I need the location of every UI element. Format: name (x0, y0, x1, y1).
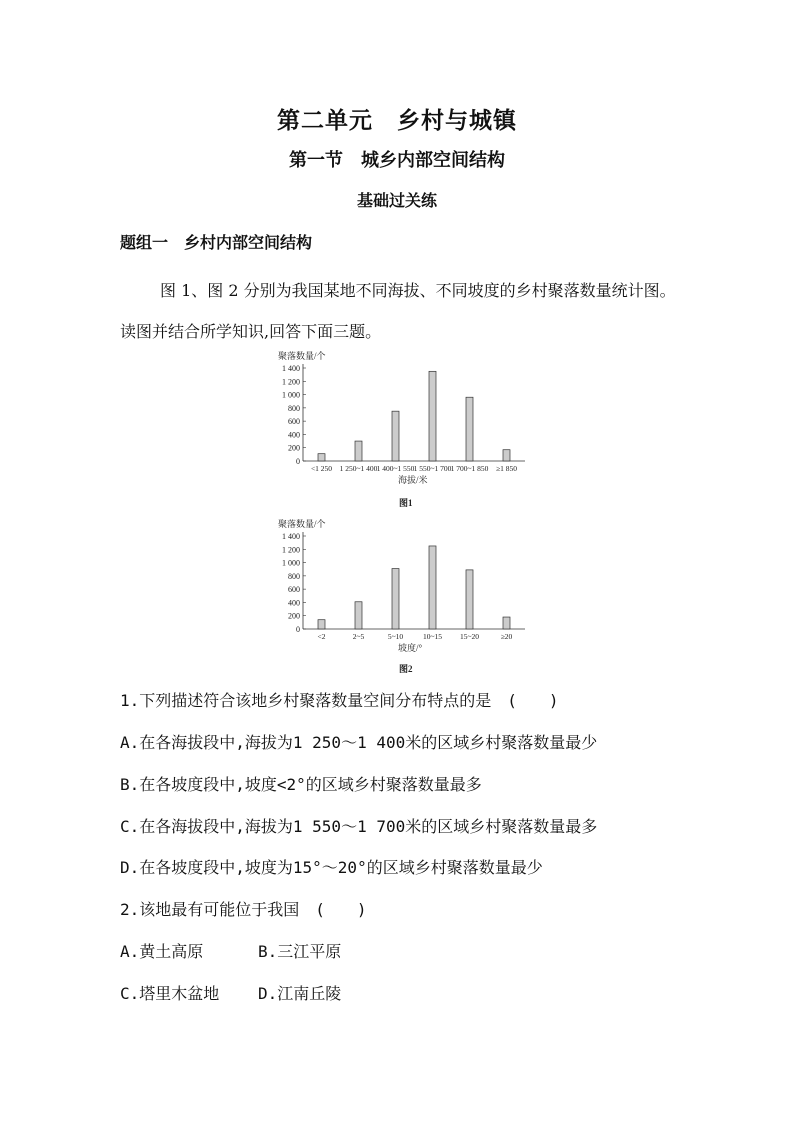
question-1-option-c: C.在各海拔段中,海拔为1 550～1 700米的区域乡村聚落数量最多 (120, 817, 598, 836)
bar (318, 620, 325, 629)
question-group-title: 题组一 乡村内部空间结构 (120, 233, 313, 252)
x-tick-label: 15~20 (459, 632, 480, 641)
chart-bars (318, 371, 510, 461)
y-tick-label: 200 (288, 443, 300, 453)
y-tick-label: 400 (288, 598, 300, 608)
question-1-option-a: A.在各海拔段中,海拔为1 250～1 400米的区域乡村聚落数量最少 (120, 733, 598, 752)
x-tick-label: 1 250~1 400 (339, 464, 378, 473)
x-tick-label: 1 400~1 550 (376, 464, 415, 473)
y-tick-label: 0 (296, 457, 300, 466)
y-tick-label: 1 400 (282, 364, 300, 373)
chart-altitude (270, 348, 530, 513)
question-2-option-b: B.三江平原 (258, 942, 342, 961)
y-tick-label: 1 000 (282, 558, 300, 568)
question-2-stem: 2.该地最有可能位于我国 ( ) (120, 900, 367, 919)
bar (466, 570, 473, 629)
y-tick-label: 1 200 (282, 545, 300, 555)
bar (355, 602, 362, 629)
y-tick-label: 600 (288, 585, 300, 595)
x-tick-label: ≥20 (500, 632, 513, 641)
question-2-option-a: A.黄土高原 (120, 942, 204, 961)
x-tick-label: 1 550~1 700 (413, 464, 452, 473)
bar (429, 546, 436, 629)
x-tick-label: 2~5 (352, 632, 365, 641)
bar (355, 441, 362, 461)
x-tick-label: <1 250 (310, 464, 333, 473)
chart-caption: 图1 (399, 498, 413, 508)
x-tick-label: 10~15 (422, 632, 443, 641)
question-1-stem: 1.下列描述符合该地乡村聚落数量空间分布特点的是 ( ) (120, 691, 559, 710)
unit-title: 第二单元 乡村与城镇 (277, 107, 517, 134)
y-tick-label: 800 (288, 403, 300, 413)
question-2-option-d: D.江南丘陵 (258, 984, 342, 1003)
x-tick-label: <2 (317, 632, 326, 641)
bar (392, 411, 399, 461)
y-tick-label: 1 000 (282, 390, 300, 400)
x-tick-label: ≥1 850 (496, 464, 517, 473)
chart-axes (303, 532, 525, 629)
chart-ticks (282, 364, 517, 473)
y-tick-label: 1 400 (282, 532, 300, 541)
y-tick-label: 600 (288, 417, 300, 427)
bar (392, 569, 399, 629)
bar (429, 371, 436, 461)
chart-xlabel: 海拔/米 (398, 475, 428, 485)
section-title: 第一节 城乡内部空间结构 (289, 150, 505, 171)
bar (503, 617, 510, 629)
bar (466, 397, 473, 461)
y-tick-label: 400 (288, 430, 300, 440)
intro-paragraph: 图 1、图 2 分别为我国某地不同海拔、不同坡度的乡村聚落数量统计图。读图并结合所学知识,回答下面三题。 (120, 281, 676, 341)
practice-subtitle: 基础过关练 (356, 191, 437, 210)
chart-slope (270, 516, 530, 676)
x-tick-label: 1 700~1 850 (450, 464, 489, 473)
chart-xlabel: 坡度/° (398, 643, 423, 653)
y-tick-label: 800 (288, 571, 300, 581)
chart-bars (318, 546, 510, 629)
question-1-option-d: D.在各坡度段中,坡度为15°～20°的区域乡村聚落数量最少 (120, 858, 543, 877)
chart-caption: 图2 (399, 664, 413, 674)
y-tick-label: 200 (288, 611, 300, 621)
question-1-option-b: B.在各坡度段中,坡度<2°的区域乡村聚落数量最多 (120, 775, 482, 794)
y-tick-label: 1 200 (282, 377, 300, 387)
y-tick-label: 0 (296, 625, 300, 634)
bar (318, 454, 325, 461)
x-tick-label: 5~10 (387, 632, 404, 641)
chart-ylabel: 聚落数量/个 (278, 519, 326, 529)
question-2-option-c: C.塔里木盆地 (120, 984, 220, 1003)
chart-ylabel: 聚落数量/个 (278, 351, 326, 361)
chart-axes (303, 364, 525, 461)
bar (503, 450, 510, 461)
